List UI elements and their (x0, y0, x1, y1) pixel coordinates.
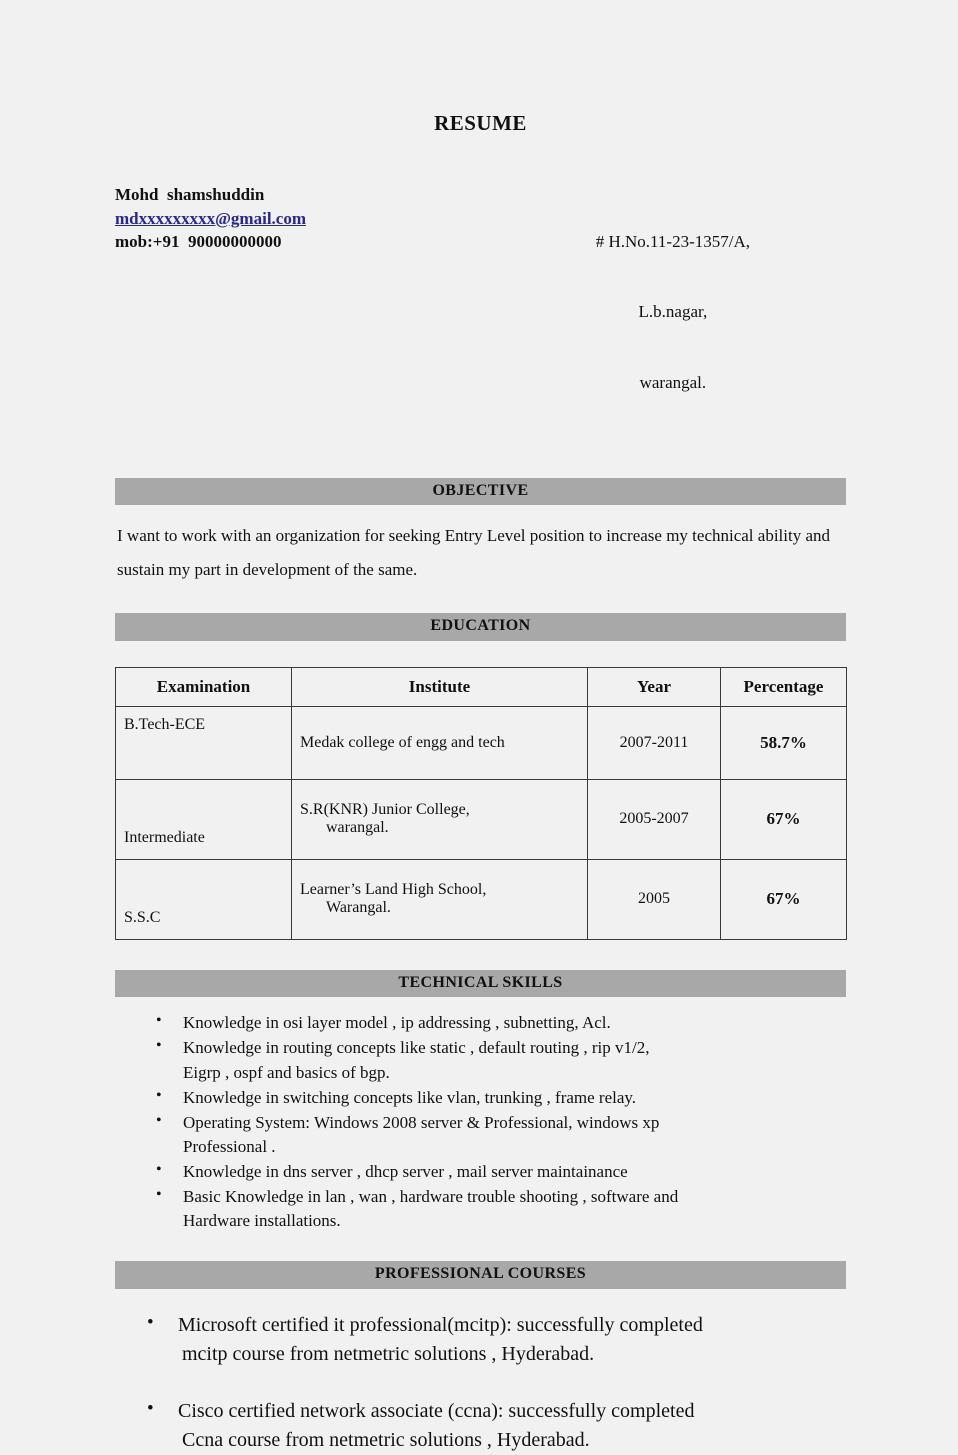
education-table (115, 667, 847, 940)
objective-text: I want to work with an organization for seeking Entry Level position to increase my technical ability and sustain my part in development of the same. (117, 526, 831, 580)
table-row (116, 779, 847, 859)
column-header-percentage: Percentage (721, 667, 847, 706)
table-row (116, 859, 847, 939)
cell-institute (292, 706, 588, 779)
skill-line-1: Knowledge in osi layer model , ip addressing , subnetting, Acl. (183, 1013, 611, 1033)
list-item (115, 1036, 846, 1084)
address-line-1: # H.No.11-23-1357/A, (595, 232, 750, 251)
section-heading-professional-courses: PROFESSIONAL COURSES (115, 1261, 846, 1288)
section-heading-education: EDUCATION (115, 613, 846, 640)
cell-institute (292, 779, 588, 859)
institute-line-1: Medak college of engg and tech (300, 733, 505, 751)
cell-year: 2005-2007 (588, 779, 721, 859)
list-item (115, 1311, 846, 1369)
cell-year: 2005 (588, 859, 721, 939)
course-line-2: mcitp course from netmetric solutions , Hyderabad. (182, 1342, 595, 1365)
section-heading-technical-skills: TECHNICAL SKILLS (115, 970, 846, 997)
list-item (115, 1397, 846, 1455)
skill-line-1: Basic Knowledge in lan , wan , hardware trouble shooting , software and (183, 1187, 679, 1207)
list-item (115, 1086, 846, 1110)
cell-percentage: 58.7% (721, 706, 847, 779)
mobile-number: mob:+91 90000000000 (115, 232, 282, 251)
course-line-1: Microsoft certified it professional(mcitp): successfully completed (178, 1313, 703, 1336)
column-header-institute: Institute (292, 667, 588, 706)
cell-examination: Intermediate (116, 779, 292, 859)
section-heading-objective: OBJECTIVE (115, 478, 846, 505)
table-row (116, 706, 847, 779)
skill-line-2: Eigrp , ospf and basics of bgp. (183, 1062, 390, 1082)
email-link[interactable]: mdxxxxxxxxx@gmail.com (115, 208, 306, 228)
skill-line-1: Operating System: Windows 2008 server & Professional, windows xp (183, 1112, 660, 1132)
candidate-name: Mohd shamshuddin (115, 185, 265, 205)
address-block (596, 183, 846, 441)
email-line (115, 207, 306, 230)
page-title: RESUME (434, 111, 527, 135)
institute-line-2: warangal. (326, 819, 389, 837)
table-header-row (116, 667, 847, 706)
skill-line-2: Hardware installations. (183, 1211, 341, 1231)
list-item (115, 1160, 846, 1184)
cell-year: 2007-2011 (588, 706, 721, 779)
cell-institute (292, 859, 588, 939)
skill-line-1: Knowledge in switching concepts like vlan, trunking , frame relay. (183, 1087, 637, 1107)
contact-left-block (115, 183, 306, 253)
professional-courses-list (115, 1311, 846, 1455)
skill-line-2: Professional . (183, 1136, 276, 1156)
course-line-2: Ccna course from netmetric solutions , Hyderabad. (182, 1428, 590, 1451)
address-line-2: L.b.nagar, (638, 302, 708, 322)
list-item (115, 1111, 846, 1159)
cell-percentage: 67% (721, 859, 847, 939)
cell-examination: S.S.C (116, 859, 292, 939)
skill-line-1: Knowledge in routing concepts like static , default routing , rip v1/2, (183, 1038, 650, 1058)
cell-percentage: 67% (721, 779, 847, 859)
column-header-year: Year (588, 667, 721, 706)
institute-line-1: Learner’s Land High School, (300, 881, 487, 899)
course-line-1: Cisco certified network associate (ccna): successfully completed (178, 1399, 695, 1422)
column-header-examination: Examination (116, 667, 292, 706)
technical-skills-list (115, 1011, 846, 1233)
cell-examination: B.Tech-ECE (116, 706, 292, 779)
skill-line-1: Knowledge in dns server , dhcp server , mail server maintainance (183, 1162, 628, 1181)
list-item (115, 1011, 846, 1035)
list-item (115, 1185, 846, 1233)
institute-line-2: Warangal. (326, 899, 391, 917)
address-line-3: warangal. (639, 372, 707, 392)
contact-header (115, 183, 846, 441)
institute-line-1: S.R(KNR) Junior College, (300, 801, 470, 819)
